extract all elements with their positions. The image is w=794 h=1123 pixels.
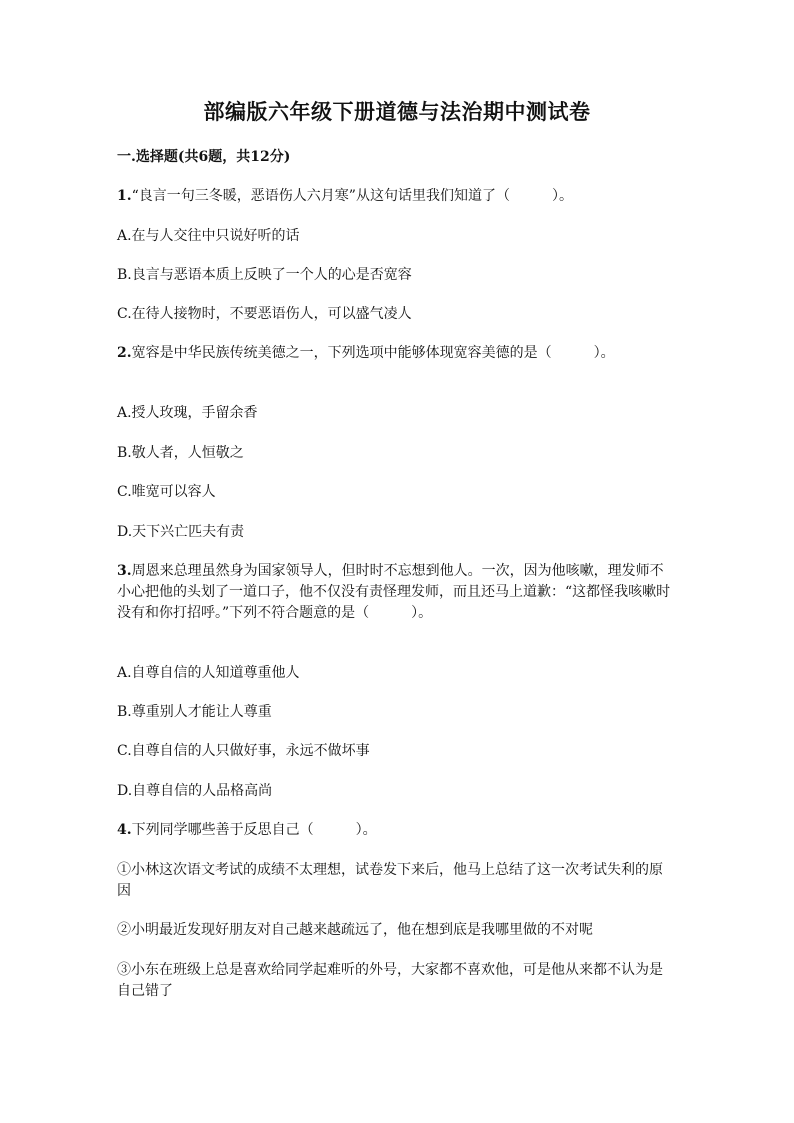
section-heading: 一.选择题(共6题，共12分) — [117, 149, 291, 165]
question-1 — [117, 186, 675, 207]
q1-option-c: C.在待人接物时，不要恶语伤人，可以盛气凌人 — [117, 306, 412, 322]
question-4 — [117, 820, 675, 841]
q4-statement-1: ①小林这次语文考试的成绩不太理想，试卷发下来后，他马上总结了这一次考试失利的原因 — [117, 862, 663, 899]
question-text: “良言一句三冬暖，恶语伤人六月寒”从这句话里我们知道了（ ）。 — [131, 188, 573, 204]
q3-option-a: A.自尊自信的人知道尊重他人 — [117, 665, 300, 681]
page-title: 部编版六年级下册道德与法治期中测试卷 — [203, 99, 591, 124]
question-text: 周恩来总理虽然身为国家领导人，但时时不忘想到他人。一次，因为他咳嗽，理发师不小心把他的头划了一道口子，他不仅没有责怪理发师，而且还马上道歉：“这都怪我咳嗽时没有和你打招呼。”下列不符合题意的是（ ）。 — [117, 563, 671, 621]
q4-statement-2: ②小明最近发现好朋友对自己越来越疏远了，他在想到底是我哪里做的不对呢 — [117, 922, 593, 938]
question-text: 宽容是中华民族传统美德之一，下列选项中能够体现宽容美德的是（ ）。 — [131, 345, 615, 361]
q1-option-a: A.在与人交往中只说好听的话 — [117, 228, 300, 244]
question-2 — [117, 343, 675, 364]
q2-option-c: C.唯宽可以容人 — [117, 484, 216, 500]
q2-option-d: D.天下兴亡匹夫有责 — [117, 524, 245, 540]
question-number: 1. — [117, 188, 132, 204]
q3-option-d: D.自尊自信的人品格高尚 — [117, 783, 273, 799]
q3-option-c: C.自尊自信的人只做好事，永远不做坏事 — [117, 743, 370, 759]
q3-option-b: B.尊重别人才能让人尊重 — [117, 704, 272, 720]
question-number: 3. — [117, 563, 132, 579]
question-number: 4. — [117, 822, 132, 838]
question-number: 2. — [117, 345, 132, 361]
q4-statement-3: ③小东在班级上总是喜欢给同学起难听的外号，大家都不喜欢他，可是他从来都不认为是自己错了 — [117, 962, 663, 999]
q1-option-b: B.良言与恶语本质上反映了一个人的心是否宽容 — [117, 267, 412, 283]
q2-option-a: A.授人玫瑰，手留余香 — [117, 405, 258, 421]
q2-option-b: B.敬人者，人恒敬之 — [117, 445, 244, 461]
question-3 — [117, 561, 675, 624]
question-text: 下列同学哪些善于反思自己（ ）。 — [131, 822, 377, 838]
